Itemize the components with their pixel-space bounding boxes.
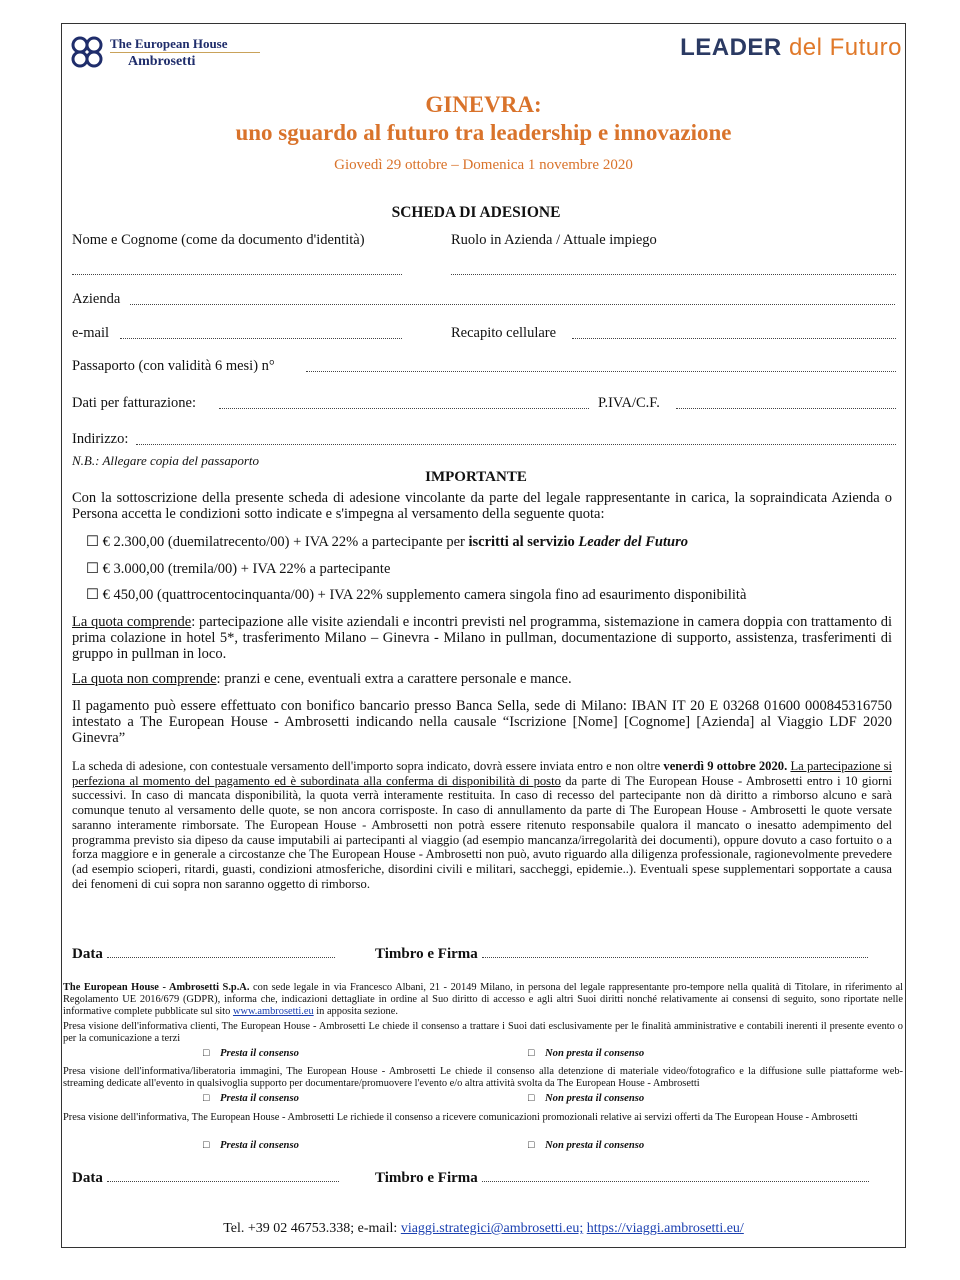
email-field[interactable] [120, 326, 402, 339]
date-field[interactable] [107, 947, 335, 958]
give-label: Presta il consenso [220, 1140, 299, 1151]
terms-part1: La scheda di adesione, con contestuale versamento dell'importo sopra indicato, dovrà essere inviata entro e non oltre [72, 759, 664, 773]
important-heading: IMPORTANTE [425, 469, 527, 485]
company-label: Azienda [72, 291, 121, 307]
mobile-label: Recapito cellulare [451, 325, 557, 341]
date-signature-row-2 [72, 1170, 339, 1187]
option3-text: € 450,00 (quattrocentocinquanta/00) + IVA 22% supplemento camera singola fino ad esaurimento disponibilità [102, 587, 747, 603]
give-label: Presta il consenso [220, 1048, 299, 1059]
passport-field[interactable] [306, 359, 896, 372]
consent-3-deny[interactable]: □ Non presta il consenso [528, 1140, 645, 1151]
vat-field[interactable] [676, 396, 896, 409]
excludes-text: : pranzi e cene, eventuali extra a carattere personale e mance. [216, 671, 572, 687]
form-heading: SCHEDA DI ADESIONE [391, 204, 561, 221]
role-field[interactable] [451, 262, 896, 275]
option2-text: € 3.000,00 (tremila/00) + IVA 22% a partecipante [102, 561, 391, 577]
name-label: Nome e Cognome (come da documento d'identità) [72, 232, 365, 248]
quota-includes [72, 614, 892, 662]
option1-bold: iscritti al servizio [468, 534, 579, 550]
sign-label: Timbro e Firma [375, 1170, 478, 1186]
ambrosetti-logo [70, 35, 260, 69]
deny-label: Non presta il consenso [545, 1048, 645, 1059]
contact-footer [61, 1221, 906, 1237]
terms-text [72, 759, 892, 891]
billing-label: Dati per fatturazione: [72, 395, 196, 411]
deny-label: Non presta il consenso [545, 1093, 645, 1104]
email-label: e-mail [72, 325, 110, 341]
date-label: Data [72, 946, 103, 962]
consent-1-deny[interactable]: □ Non presta il consenso [528, 1048, 645, 1059]
option1-text: € 2.300,00 (duemilatrecento/00) + IVA 22% a partecipante per [102, 534, 469, 550]
sign-field[interactable] [482, 1171, 869, 1182]
brand-part2: del Futuro [788, 34, 902, 61]
title-city: GINEVRA: [425, 92, 542, 117]
role-label: Ruolo in Azienda / Attuale impiego [451, 232, 657, 248]
brand-part1: LEADER [680, 34, 782, 61]
address-field[interactable] [136, 432, 896, 445]
checkbox-icon[interactable]: ☐ [86, 561, 99, 577]
consent-1-give[interactable]: □ Presta il consenso [203, 1048, 299, 1059]
date-field[interactable] [107, 1171, 339, 1182]
privacy-text2: in apposita sezione. [313, 1006, 398, 1017]
consent-2-give[interactable]: □ Presta il consenso [203, 1093, 299, 1104]
payment-info: Il pagamento può essere effettuato con bonifico bancario presso Banca Sella, sede di Milano: IBAN IT 20 E 03268 01600 000845316750 intestato a The European House - Ambrosetti indicando nella causale “Iscrizione [Nome] [Cognome] [Azienda] al Viaggio LDF 2020 Ginevra” [72, 698, 892, 746]
includes-label: La quota comprende [72, 614, 192, 630]
option-subscribers[interactable] [86, 534, 688, 551]
name-field[interactable] [72, 262, 402, 275]
option-standard[interactable] [86, 561, 390, 578]
deny-label: Non presta il consenso [545, 1140, 645, 1151]
terms-underlined: La partecipazione si perfeziona al momento del pagamento ed è subordinata alla conferma di disponibilità di posto [72, 759, 893, 788]
consent-1-text: Presa visione dell'informativa clienti, The European House - Ambrosetti Le chiede il consenso a trattare i Suoi dati esclusivamente per le finalità amministrative e contabili inerenti il presente evento o per la comunicazione a terzi [63, 1021, 903, 1044]
date-signature-row-1 [72, 946, 335, 963]
quota-excludes [72, 671, 892, 687]
consent-2-text: Presa visione dell'informativa/liberatoria immagini, The European House - Ambrosetti Le chiede il consenso alla detenzione di materiale video/fotografico e la diffusione sulle piattaforme web-streaming dedicate all'evento in qualsivoglia supporto per documentare/promuovere l'evento e/o altra attività svolta da The European House - Ambrosetti [63, 1066, 903, 1089]
leader-del-futuro-brand [680, 34, 902, 62]
passport-note: N.B.: Allegare copia del passaporto [72, 453, 260, 468]
date-label: Data [72, 1170, 103, 1186]
consent-2-deny[interactable]: □ Non presta il consenso [528, 1093, 645, 1104]
billing-field[interactable] [219, 396, 589, 409]
privacy-text1: con sede legale in via Francesco Albani, 21 - 20149 Milano, in persona del legale rappresentante pro-tempore nella qualità di Titolare, in riferimento al Regolamento UE 2016/679 (GDPR), informa che, indicazioni dettagliate in ordine al Suo diritto di accesso e agli altri Suoi diritti nonché relativamente ai consensi di seguito, sono riportate nelle informative complete pubblicate sul sito [63, 982, 903, 1017]
company-field[interactable] [130, 292, 895, 305]
mobile-field[interactable] [572, 326, 896, 339]
address-label: Indirizzo: [72, 431, 129, 447]
excludes-label: La quota non comprende [72, 671, 217, 687]
privacy-company: The European House - Ambrosetti S.p.A. [63, 982, 250, 993]
footer-email-link[interactable]: viaggi.strategici@ambrosetti.eu; [400, 1221, 584, 1236]
sign-label: Timbro e Firma [375, 946, 478, 962]
stamp-signature-1 [375, 946, 868, 963]
terms-part3: da parte di The European House - Ambrosetti entro i 10 giorni successivi. In caso di mancata disponibilità, la quota verrà interamente restituita. In caso di recesso del partecipante non dà diritto a rimborso alcuno e sarà comunque tenuto al versamento delle quote, se non ancora corrisposte. In caso di annullamento da parte di The European House - Ambrosetti le quote versate saranno interamente rimborsate. The European House - Ambrosetti non potrà essere ritenuto responsabile qualora il mancato o inesatto adempimento del programma previsto sia dipeso da cause imputabili ai partecipanti al viaggio (ad esempio mancanza/irregolarità dei documenti), oppure dovuto a caso fortuito o a forza maggiore e in generale a circostanze che The European House - Ambrosetti non può, avuto riguardo alla diligenza professionale, ragionevolmente prevedere (ad esempio scioperi, ritardi, guasti, condizioni atmosferiche, disordini civili e militari, saccheggi, epidemie..). Eventuali spese supplementari sopportate a causa dei fenomeni di cui sopra non saranno oggetto di rimborso. [72, 773, 892, 891]
footer-prefix: Tel. +39 02 46753.338; e-mail: [223, 1221, 401, 1236]
ambrosetti-logo-icon [70, 35, 104, 69]
includes-text: : partecipazione alle visite aziendali e incontri previsti nel programma, sistemazione in camera doppia con trattamento di prima colazione in hotel 5*, trasferimento Milano – Ginevra - Milano in pullman, documentazione di supporto, assistenza, trasferimenti di gruppo in pullman in loco. [72, 614, 892, 662]
terms-deadline: venerdì 9 ottobre 2020. [663, 759, 788, 773]
sign-field[interactable] [482, 947, 868, 958]
footer-website-link[interactable]: https://viaggi.ambrosetti.eu/ [586, 1221, 744, 1236]
option1-italic: Leader del Futuro [578, 534, 688, 550]
give-label: Presta il consenso [220, 1093, 299, 1104]
checkbox-icon[interactable]: ☐ [86, 587, 99, 603]
privacy-notice [63, 982, 903, 1018]
vat-label: P.IVA/C.F. [598, 395, 660, 411]
option-single-room[interactable] [86, 587, 746, 604]
title-subtitle: uno sguardo al futuro tra leadership e innovazione [235, 120, 732, 145]
logo-line1: The European House [110, 35, 228, 51]
important-intro: Con la sottoscrizione della presente scheda di adesione vincolante da parte del legale rappresentante in carica, la sopraindicata Azienda o Persona accetta le condizioni sotto indicate e s'impegna al versamento della seguente quota: [72, 490, 892, 522]
consent-3-text: Presa visione dell'informativa, The European House - Ambrosetti Le richiede il consenso a ricevere comunicazioni promozionali relative ai servizi offerti da The European House - Ambrosetti [63, 1112, 858, 1123]
title-dates: Giovedì 29 ottobre – Domenica 1 novembre 2020 [334, 157, 633, 173]
consent-3-give[interactable]: □ Presta il consenso [203, 1140, 299, 1151]
logo-line2: Ambrosetti [128, 53, 196, 69]
passport-label: Passaporto (con validità 6 mesi) n° [72, 358, 275, 374]
privacy-site-link[interactable]: www.ambrosetti.eu [232, 1006, 314, 1017]
checkbox-icon[interactable]: ☐ [86, 534, 99, 550]
stamp-signature-2 [375, 1170, 869, 1187]
